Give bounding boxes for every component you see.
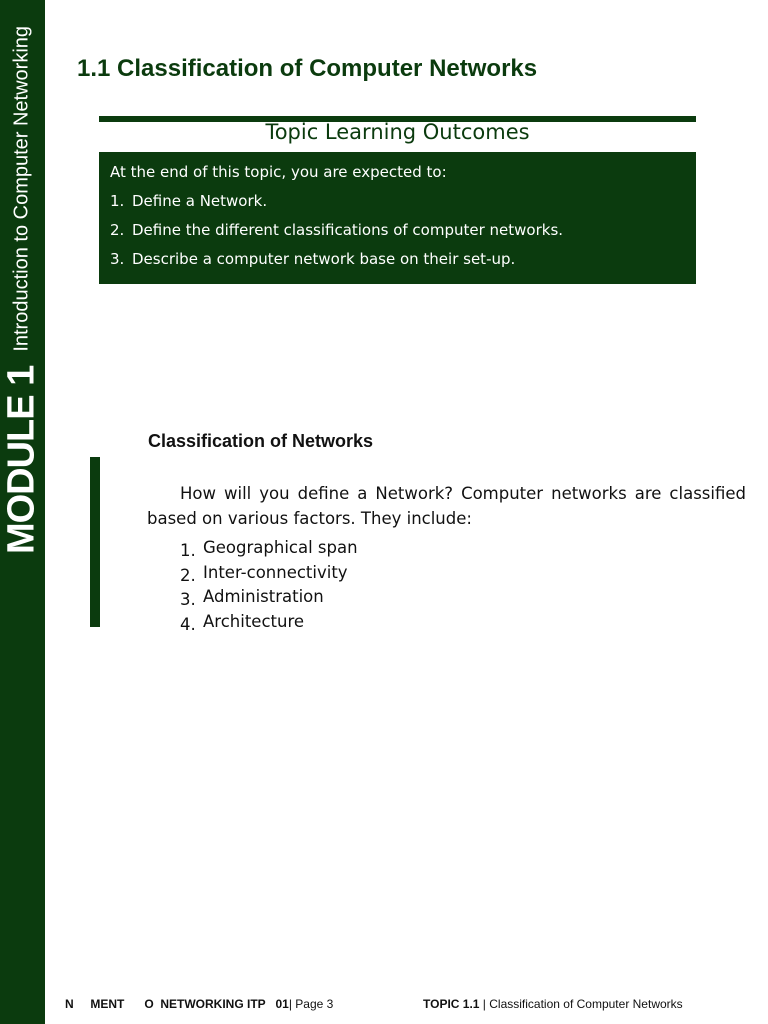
outcome-item (110, 248, 685, 277)
sidebar-label-group (1, 26, 44, 554)
factor-number: 3. (180, 590, 196, 610)
module-label: MODULE 1 (0, 365, 43, 555)
footer-topic-label: TOPIC 1.1 (423, 997, 480, 1011)
footer-topic-info (423, 997, 683, 1011)
outcomes-list (110, 190, 685, 277)
section-heading: Classification of Networks (148, 431, 374, 451)
footer-course-info (65, 997, 333, 1011)
outcomes-intro: At the end of this topic, you are expected to: (110, 163, 447, 181)
page-footer (0, 997, 768, 1017)
outcome-item (110, 190, 685, 219)
factor-list (180, 536, 358, 635)
factor-text: Architecture (203, 612, 305, 632)
outcomes-heading: Topic Learning Outcomes (265, 120, 530, 144)
outcome-number: 2. (110, 221, 125, 239)
footer-topic-title: | Classification of Computer Networks (479, 997, 683, 1011)
outcome-number: 3. (110, 250, 125, 268)
page-title: 1.1 Classification of Computer Networks (77, 55, 538, 82)
factor-text: Geographical span (203, 538, 358, 557)
module-sidebar (0, 0, 45, 1024)
factor-item (180, 536, 358, 561)
section-paragraph: How will you define a Network? Computer networks are classified based on various factors. They include: (147, 484, 746, 528)
outcome-item (110, 219, 685, 248)
factor-number: 2. (180, 565, 196, 585)
factor-number: 4. (180, 615, 196, 635)
footer-page-number: | Page 3 (288, 997, 334, 1011)
outcomes-panel (99, 152, 696, 284)
factor-item (180, 561, 358, 586)
factor-text: Administration (203, 587, 324, 607)
course-title: Introduction to Computer Networking (10, 25, 33, 352)
factor-item (180, 610, 358, 635)
outcome-text: Describe a computer network base on their set-up. (132, 250, 516, 268)
outcome-text: Define a Network. (132, 192, 268, 210)
outcome-number: 1. (110, 192, 125, 210)
factor-text: Inter-connectivity (203, 562, 348, 582)
outcome-text: Define the different classifications of computer networks. (132, 221, 564, 239)
section-accent-bar (90, 457, 100, 627)
footer-course-code: N MENT O NETWORKING ITP 01 (65, 997, 289, 1011)
factor-item (180, 585, 358, 610)
factor-number: 1. (180, 541, 196, 560)
